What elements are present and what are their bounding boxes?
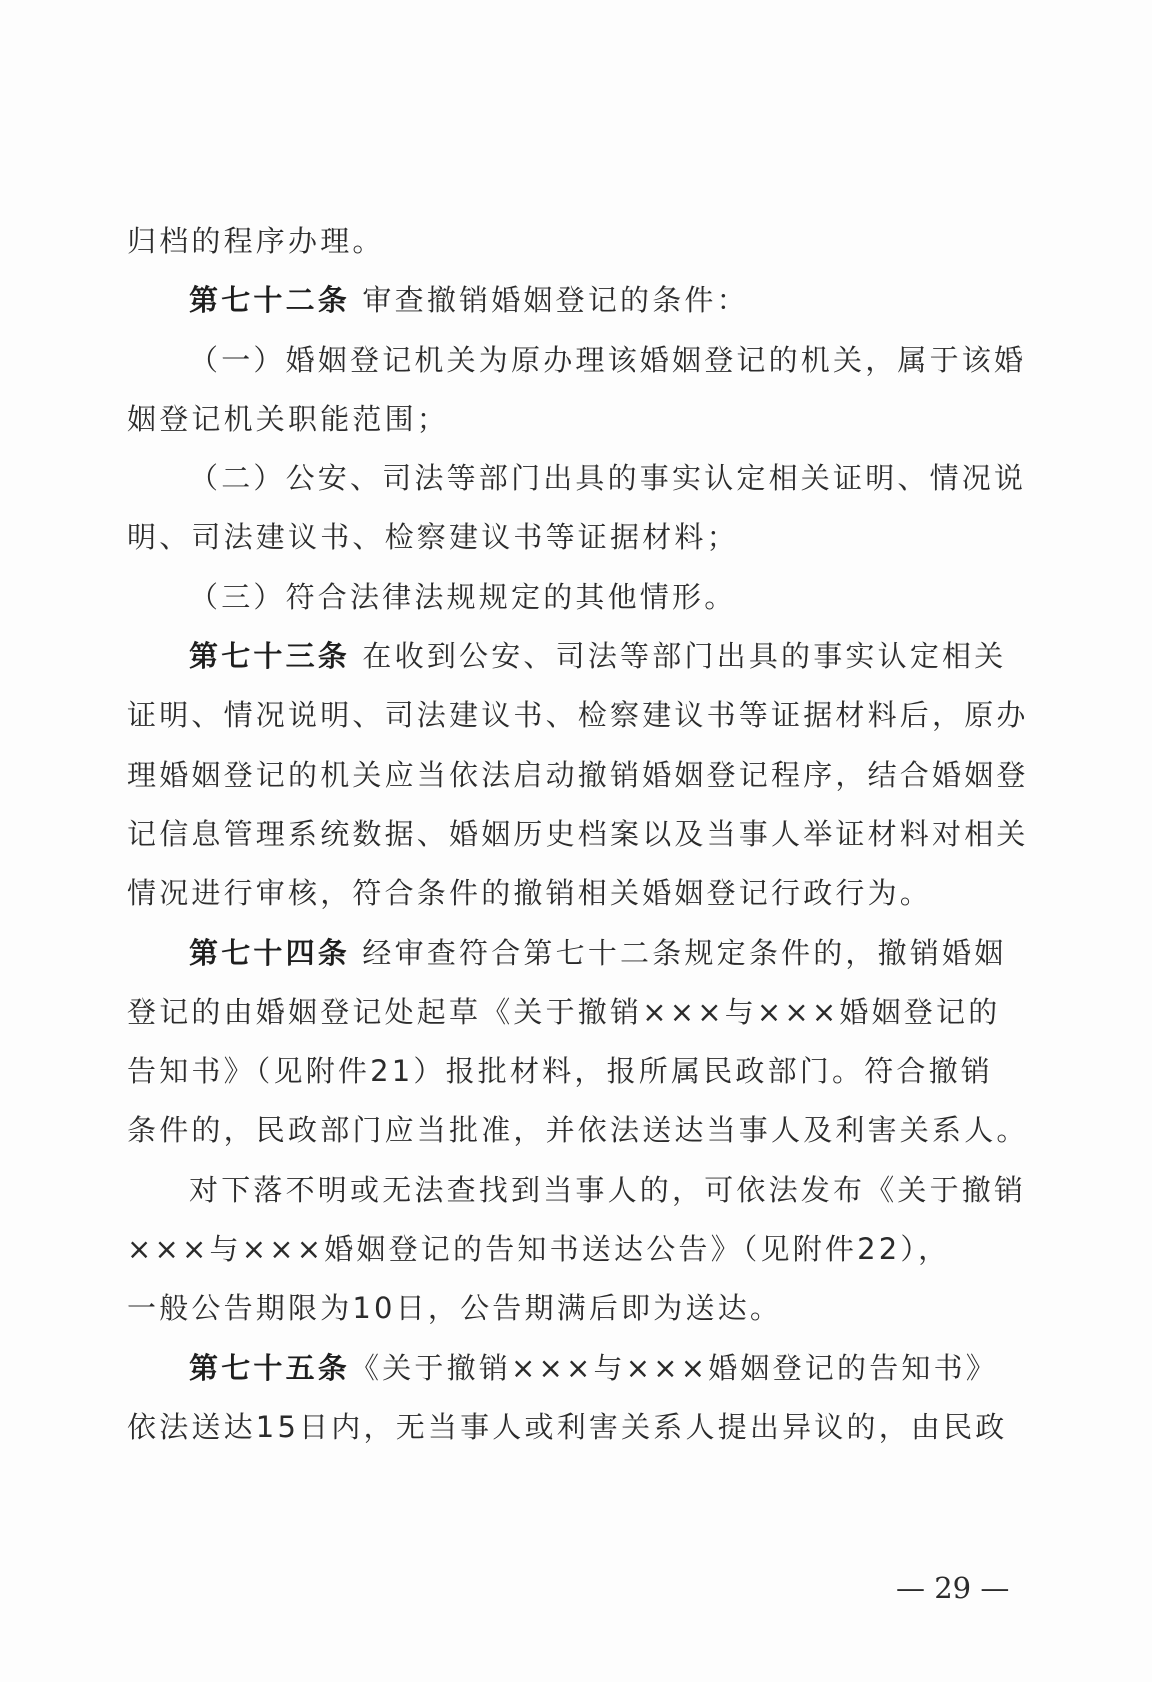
paragraph-line: [127, 924, 1015, 983]
line-text: 《关于撤销×××与×××婚姻登记的告知书》: [350, 1350, 999, 1385]
paragraph-line: [127, 1101, 1029, 1160]
paragraph-line: [127, 805, 1029, 864]
paragraph-line: [127, 1279, 1015, 1338]
paragraph-line: [127, 390, 1015, 449]
line-text: 在收到公安、司法等部门出具的事实认定相关: [350, 639, 1007, 674]
paragraph-line: [127, 1339, 1015, 1398]
paragraph-line: [127, 627, 1015, 686]
article-heading: 第七十三条: [189, 639, 351, 674]
line-text: （三）符合法律法规规定的其他情形。: [189, 579, 737, 614]
paragraph-line: [127, 1161, 1027, 1220]
document-body: [127, 212, 1029, 1457]
paragraph-line: [127, 508, 1015, 567]
line-text: 经审查符合第七十二条规定条件的，撤销婚姻: [350, 935, 1007, 970]
line-text: ×××与×××婚姻登记的告知书送达公告》（见附件22），: [127, 1232, 951, 1267]
line-text: （二）公安、司法等部门出具的事实认定相关证明、情况说: [189, 461, 1027, 496]
line-text: 一般公告期限为10日，公告期满后即为送达。: [127, 1291, 783, 1326]
paragraph-line: [127, 271, 1015, 330]
line-text: 证明、情况说明、司法建议书、检察建议书等证据材料后，原办: [127, 698, 1029, 733]
article-heading: 第七十二条: [189, 283, 351, 318]
line-text: 明、司法建议书、检察建议书等证据材料；: [127, 520, 739, 555]
paragraph-line: [127, 568, 1015, 627]
paragraph-line: [127, 746, 1029, 805]
line-text: 情况进行审核，符合条件的撤销相关婚姻登记行政行为。: [127, 876, 933, 911]
paragraph-line: [127, 1398, 1015, 1457]
article-heading: 第七十四条: [189, 935, 351, 970]
paragraph-line: [127, 864, 1015, 923]
line-text: 理婚姻登记的机关应当依法启动撤销婚姻登记程序，结合婚姻登: [127, 757, 1029, 792]
line-text: 条件的，民政部门应当批准，并依法送达当事人及利害关系人。: [127, 1113, 1029, 1148]
paragraph-line: [127, 1042, 1015, 1101]
line-text: 依法送达15日内，无当事人或利害关系人提出异议的，由民政: [127, 1409, 1008, 1444]
paragraph-line: [127, 1220, 1015, 1279]
paragraph-line: [127, 212, 1015, 271]
line-text: 归档的程序办理。: [127, 224, 385, 258]
line-text: 登记的由婚姻登记处起草《关于撤销×××与×××婚姻登记的: [127, 994, 1001, 1029]
article-heading: 第七十五条: [189, 1350, 351, 1385]
paragraph-line: [127, 983, 1015, 1042]
paragraph-line: [127, 449, 1027, 508]
line-text: 记信息管理系统数据、婚姻历史档案以及当事人举证材料对相关: [127, 816, 1029, 851]
page-number: — 29 —: [896, 1571, 1010, 1605]
paragraph-line: [127, 686, 1029, 745]
line-text: 审查撤销婚姻登记的条件：: [350, 283, 749, 318]
line-text: 姻登记机关职能范围；: [127, 401, 450, 436]
line-text: 对下落不明或无法查找到当事人的，可依法发布《关于撤销: [189, 1172, 1027, 1207]
paragraph-line: [127, 331, 1027, 390]
line-text: 告知书》（见附件21）报批材料，报所属民政部门。符合撤销: [127, 1054, 994, 1089]
line-text: （一）婚姻登记机关为原办理该婚姻登记的机关，属于该婚: [189, 342, 1027, 377]
